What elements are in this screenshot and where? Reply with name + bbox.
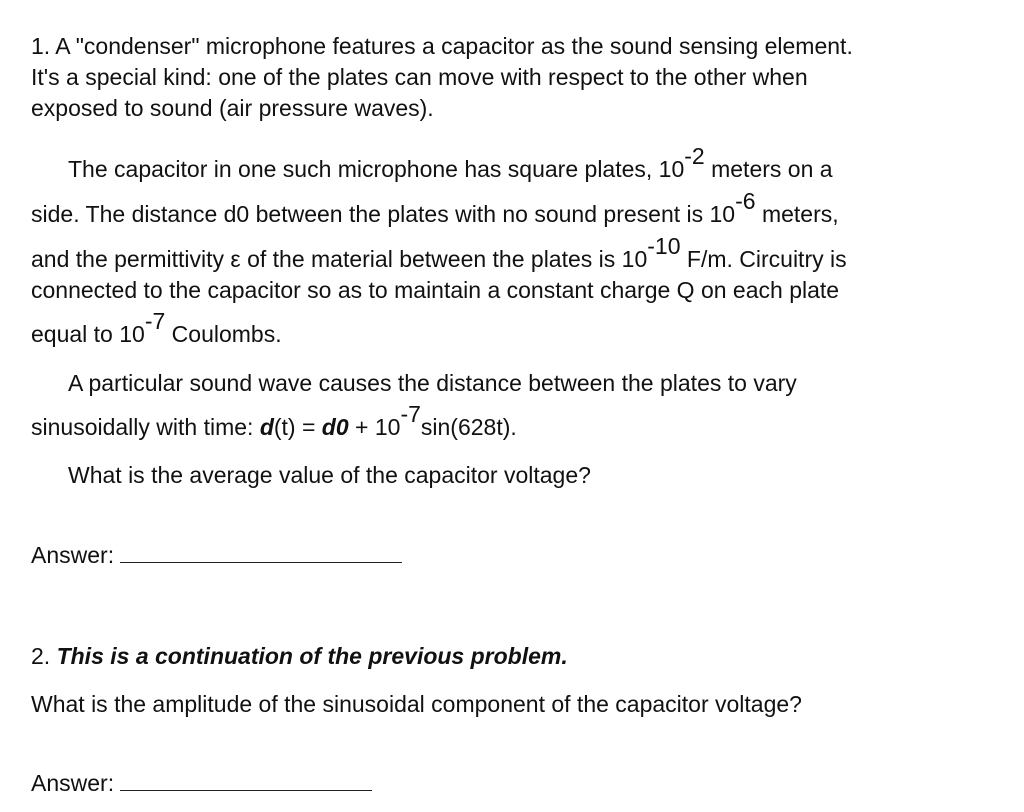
problem1-answer-row: [31, 541, 402, 569]
problem1-intro-line1: 1. A "condenser" microphone features a capacitor as the sound sensing element.: [31, 33, 853, 59]
var-d0: d0: [321, 414, 349, 440]
text: sin(628t).: [420, 414, 517, 440]
answer-blank[interactable]: [120, 789, 372, 791]
answer-label: Answer:: [31, 770, 115, 796]
exponent: -2: [684, 143, 705, 170]
problem1-para2-line4: connected to the capacitor so as to maintain a constant charge Q on each plate: [31, 277, 840, 303]
problem1-para2-line5: [31, 308, 282, 348]
text: The capacitor in one such microphone has square plates, 10: [68, 156, 685, 182]
problem2-question: What is the amplitude of the sinusoidal component of the capacitor voltage?: [31, 691, 802, 717]
problem2-lead: This is a continuation of the previous problem.: [56, 643, 568, 669]
problem2-heading: [31, 642, 568, 670]
problem1-para3-line1: A particular sound wave causes the distance between the plates to vary: [68, 370, 797, 396]
problem1-para2-line2: [31, 188, 839, 228]
problem1-para2-line3: [31, 233, 847, 273]
problem1-intro-line2: It's a special kind: one of the plates can move with respect to the other when: [31, 64, 808, 90]
exponent: -7: [144, 308, 166, 335]
problem2-answer-row: [31, 769, 372, 797]
answer-blank[interactable]: [120, 561, 402, 563]
problem1-question: What is the average value of the capacitor voltage?: [68, 462, 591, 488]
var-d: d: [259, 414, 274, 440]
problem1-intro-line3: exposed to sound (air pressure waves).: [31, 95, 434, 121]
exponent: -7: [400, 401, 421, 428]
exponent: -10: [647, 233, 681, 260]
text: 2.: [31, 643, 57, 669]
text: F/m. Circuitry is: [680, 246, 847, 272]
problem1-para2-line1: [68, 143, 833, 183]
exponent: -6: [735, 188, 756, 215]
text: + 10: [348, 414, 401, 440]
problem1-para3-line2: [31, 401, 517, 441]
text: meters on a: [704, 156, 833, 182]
text: Coulombs.: [165, 321, 282, 347]
text: (t) =: [273, 414, 322, 440]
text: equal to 10: [31, 321, 145, 347]
text: sinusoidally with time:: [31, 414, 260, 440]
answer-label: Answer:: [31, 542, 115, 568]
text: side. The distance d0 between the plates with no sound present is 10: [31, 201, 736, 227]
text: and the permittivity ε of the material between the plates is 10: [31, 246, 648, 272]
text: meters,: [755, 201, 839, 227]
